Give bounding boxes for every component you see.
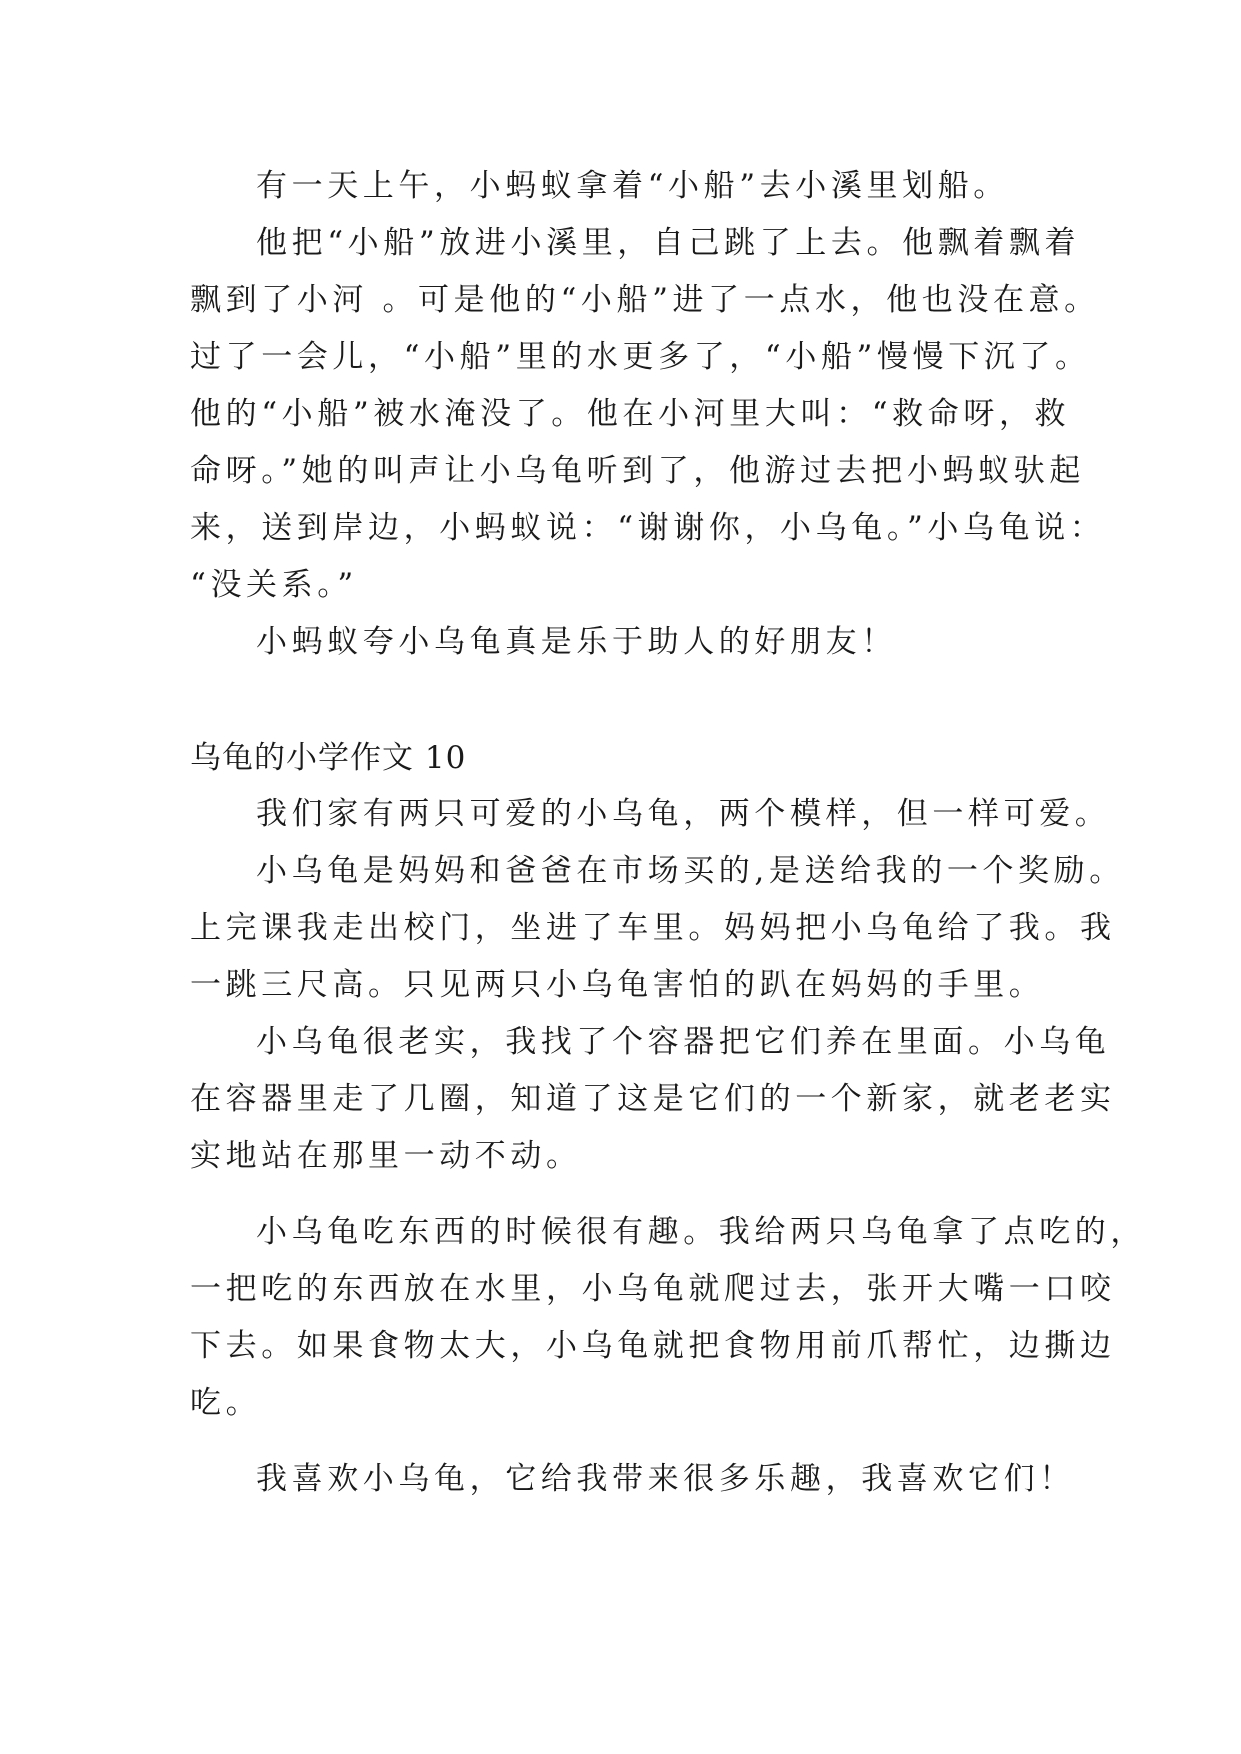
story-paragraph-2-line-3: 过了一会儿，“小船”里的水更多了，“小船”慢慢下沉了。 (190, 339, 1091, 375)
essay-paragraph-4-line-4: 吃。 (190, 1385, 262, 1421)
essay-paragraph-2-line-3: 一跳三尺高。只见两只小乌龟害怕的趴在妈妈的手里。 (190, 967, 1045, 1003)
story-paragraph-2-line-7: “没关系。” (190, 567, 358, 603)
essay-paragraph-3-line-2: 在容器里走了几圈，知道了这是它们的一个新家，就老老实 (190, 1081, 1116, 1117)
story-paragraph-2-line-1: 他把“小船”放进小溪里，自己跳了上去。他飘着飘着 (256, 225, 1081, 261)
essay-paragraph-4-line-1: 小乌龟吃东西的时候很有趣。我给两只乌龟拿了点吃的， (256, 1214, 1146, 1250)
story-paragraph-3: 小蚂蚁夸小乌龟真是乐于助人的好朋友！ (256, 624, 897, 660)
story-paragraph-2-line-6: 来，送到岸边，小蚂蚁说：“谢谢你，小乌龟。”小乌龟说： (190, 510, 1106, 546)
essay-paragraph-4-line-2: 一把吃的东西放在水里，小乌龟就爬过去，张开大嘴一口咬 (190, 1271, 1116, 1307)
essay-paragraph-4-line-3: 下去。如果食物太大，小乌龟就把食物用前爪帮忙，边撕边 (190, 1328, 1116, 1364)
story-paragraph-2-line-5: 命呀。”她的叫声让小乌龟听到了，他游过去把小蚂蚁驮起 (190, 453, 1085, 489)
story-paragraph-2-line-4: 他的“小船”被水淹没了。他在小河里大叫：“救命呀，救 (190, 396, 1071, 432)
story-paragraph-1: 有一天上午，小蚂蚁拿着“小船”去小溪里划船。 (256, 168, 1009, 204)
essay-paragraph-2-line-2: 上完课我走出校门，坐进了车里。妈妈把小乌龟给了我。我 (190, 910, 1116, 946)
essay-title: 乌龟的小学作文 10 (190, 740, 467, 776)
essay-paragraph-1: 我们家有两只可爱的小乌龟，两个模样，但一样可爱。 (256, 796, 1111, 832)
essay-paragraph-2-line-1: 小乌龟是妈妈和爸爸在市场买的,是送给我的一个奖励。 (256, 853, 1125, 889)
essay-paragraph-3-line-3: 实地站在那里一动不动。 (190, 1138, 582, 1174)
story-paragraph-2-line-2: 飘到了小河 。可是他的“小船”进了一点水，他也没在意。 (190, 282, 1100, 318)
essay-paragraph-3-line-1: 小乌龟很老实，我找了个容器把它们养在里面。小乌龟 (256, 1024, 1111, 1060)
essay-paragraph-5: 我喜欢小乌龟，它给我带来很多乐趣，我喜欢它们！ (256, 1461, 1075, 1497)
